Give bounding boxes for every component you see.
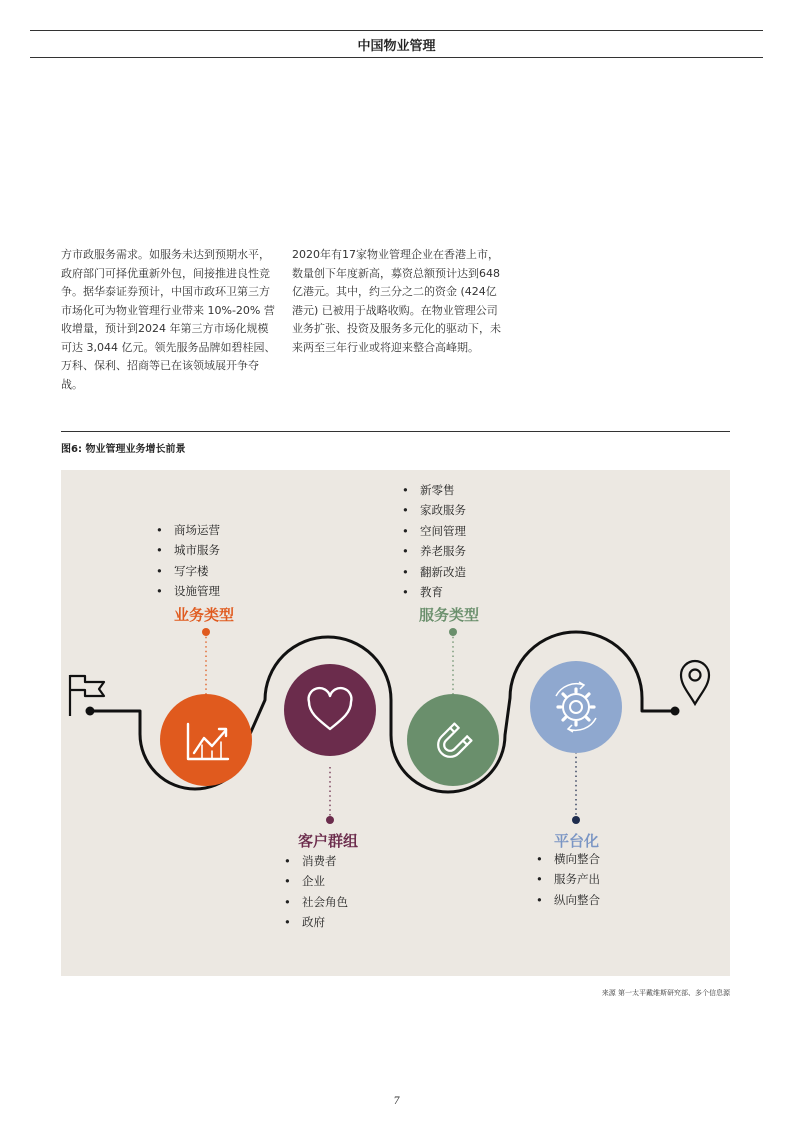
figure-title: 图6: 物业管理业务增长前景: [61, 444, 186, 455]
list-item: • 设施管理: [156, 581, 220, 601]
roadmap-start-dot: [86, 707, 95, 716]
customer-group-circle: [284, 664, 376, 756]
list-item: • 服务产出: [536, 869, 600, 889]
list-item: • 社会角色: [284, 892, 348, 912]
customer-group-label: 客户群组: [298, 832, 359, 850]
list-item: • 家政服务: [402, 500, 466, 520]
list-item: • 纵向整合: [536, 890, 600, 910]
list-item: • 写字楼: [156, 561, 220, 581]
business-type-list: [156, 520, 220, 602]
platform-list: [536, 849, 600, 910]
page-header-title: 中国物业管理: [357, 39, 436, 54]
service-type-circle: [407, 694, 499, 786]
customer-dot: [326, 816, 334, 824]
service-dot: [449, 628, 457, 636]
list-item: • 企业: [284, 871, 348, 891]
list-item: • 翻新改造: [402, 562, 466, 582]
body-paragraph-right: 2020年有17家物业管理企业在香港上市，数量创下年度新高，募资总额预计达到648亿港元。其中，约三分之二的资金 (424亿港元) 已被用于战略收购。在物业管理公司业务扩张、投资及服务多元化的驱动下，未来两至三年行业或将迎来整合高峰期。: [292, 248, 501, 354]
figure-source: 来源 第一太平戴维斯研究部、多个信息源: [601, 989, 730, 997]
service-type-label: 服务类型: [419, 606, 480, 624]
list-item: • 空间管理: [402, 521, 466, 541]
list-item: • 养老服务: [402, 541, 466, 561]
location-pin-icon: [681, 661, 709, 704]
list-item: • 横向整合: [536, 849, 600, 869]
header-bottom-rule: [30, 57, 763, 58]
body-paragraph-left: 方市政服务需求。如服务未达到预期水平，政府部门可择优重新外包，间接推进良性竞争。据华泰证券预计，中国市政环卫第三方市场化可为物业管理行业带来 10%-20% 营收增量，预计到2024 年第三方市场化规模可达 3,044 亿元。领先服务品牌如碧桂园、万科、保利、招商等已在该领域展开争夺战。: [61, 248, 276, 391]
platform-circle: [530, 661, 622, 753]
business-type-label: 业务类型: [174, 606, 235, 624]
figure-panel: [61, 470, 730, 976]
business-dot: [202, 628, 210, 636]
header-top-rule: [30, 30, 763, 31]
list-item: • 城市服务: [156, 540, 220, 560]
list-item: • 教育: [402, 582, 466, 602]
list-item: • 政府: [284, 912, 348, 932]
service-type-list: [402, 480, 466, 602]
platform-label: 平台化: [554, 832, 600, 850]
list-item: • 商场运营: [156, 520, 220, 540]
list-item: • 新零售: [402, 480, 466, 500]
list-item: • 消费者: [284, 851, 348, 871]
page-number: 7: [393, 1096, 400, 1107]
platform-dot: [572, 816, 580, 824]
roadmap-end-dot: [671, 707, 680, 716]
customer-group-list: [284, 851, 348, 933]
figure-rule: [61, 431, 730, 432]
